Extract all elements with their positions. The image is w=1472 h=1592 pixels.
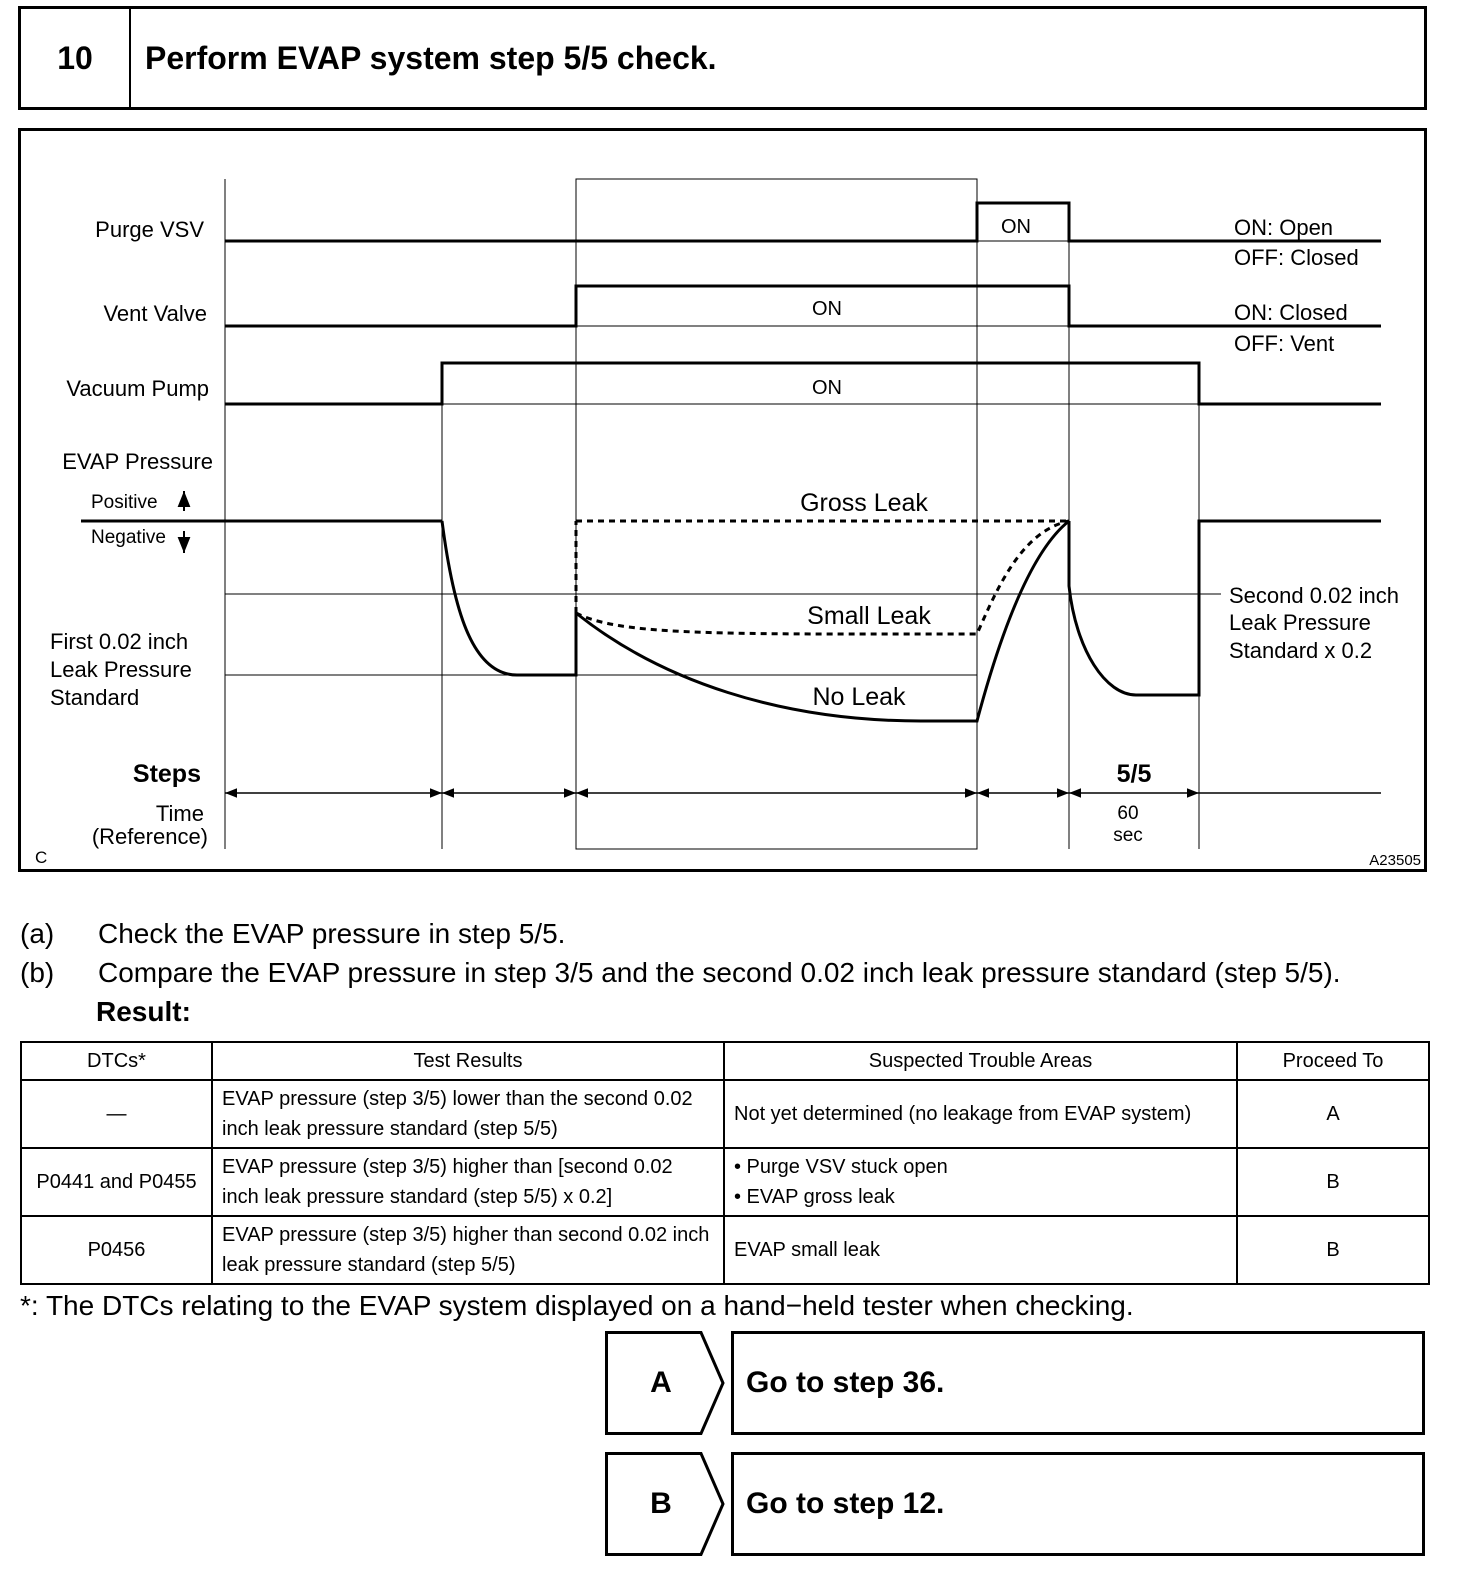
second-standard-label: Standard x 0.2 <box>1229 638 1373 663</box>
vacuum-pump-signal <box>225 363 1381 404</box>
instruction-b <box>20 957 1440 993</box>
dtc-cell: P0441 and P0455 <box>21 1148 212 1216</box>
instruction-a <box>20 918 1440 954</box>
table-header-row <box>21 1042 1429 1080</box>
trouble-area-item: • Purge VSV stuck open <box>734 1156 948 1178</box>
step-title: Perform EVAP system step 5/5 check. <box>145 40 717 76</box>
column-header: Suspected Trouble Areas <box>724 1042 1237 1080</box>
vent-legend: OFF: Vent <box>1234 331 1335 356</box>
outcome-tag: A <box>650 1366 672 1399</box>
dtc-cell: — <box>21 1080 212 1148</box>
trouble-area-cell <box>724 1148 1237 1216</box>
proceed-cell: B <box>1237 1216 1429 1284</box>
corner-code: C <box>35 848 48 867</box>
duration-label: 60 <box>1117 803 1139 824</box>
footnote: *: The DTCs relating to the EVAP system displayed on a hand−held tester when checking. <box>20 1290 1134 1321</box>
signal-label: Purge VSV <box>95 217 204 242</box>
pressure-curve-start <box>442 521 576 675</box>
vent-valve-signal <box>225 286 1381 326</box>
outcome-b <box>605 1452 1429 1560</box>
outcome-action <box>731 1331 1425 1435</box>
purge-vsv-signal <box>225 203 1381 241</box>
on-label: ON <box>812 377 842 399</box>
instruction-label: (a) <box>20 918 55 949</box>
steps-label: Steps <box>132 760 201 788</box>
outcome-action-text: Go to step 36. <box>746 1366 945 1399</box>
signal-label: Vent Valve <box>103 301 207 326</box>
second-standard-label: Second 0.02 inch <box>1229 583 1400 608</box>
purge-legend: ON: Open <box>1234 215 1334 240</box>
signal-label: EVAP Pressure <box>62 449 213 474</box>
timing-diagram <box>18 128 1427 872</box>
column-header: Proceed To <box>1237 1042 1429 1080</box>
first-standard-label: Standard <box>50 685 140 710</box>
time-label: Time <box>155 801 204 826</box>
pressure-curve-end <box>1069 521 1381 695</box>
purge-legend: OFF: Closed <box>1234 245 1359 270</box>
on-label: ON <box>812 298 842 320</box>
duration-label: sec <box>1113 825 1143 846</box>
instruction-label: (b) <box>20 957 55 988</box>
outcome-action <box>731 1452 1425 1556</box>
on-label: ON <box>1001 216 1031 238</box>
results-table <box>20 1041 1430 1285</box>
outcome-action-text: Go to step 12. <box>746 1487 945 1520</box>
first-standard-label: First 0.02 inch <box>50 629 189 654</box>
timing-diagram-svg <box>21 131 1430 875</box>
vent-legend: ON: Closed <box>1234 300 1348 325</box>
trouble-area-item: • EVAP gross leak <box>734 1186 895 1208</box>
table-row <box>21 1216 1429 1284</box>
step-header <box>18 6 1427 110</box>
test-result-cell: EVAP pressure (step 3/5) higher than [second 0.02 inch leak pressure standard (step 5/5) x 0.2] <box>212 1148 724 1216</box>
figure-id: A23505 <box>1369 852 1421 869</box>
column-header: DTCs* <box>21 1042 212 1080</box>
gross-leak-label: Gross Leak <box>800 489 928 517</box>
signal-label: Vacuum Pump <box>66 376 209 401</box>
proceed-cell: B <box>1237 1148 1429 1216</box>
second-standard-label: Leak Pressure <box>1229 610 1371 635</box>
positive-label: Positive <box>91 492 158 513</box>
proceed-cell: A <box>1237 1080 1429 1148</box>
result-label: Result: <box>96 996 191 1027</box>
test-result-cell: EVAP pressure (step 3/5) lower than the second 0.02 inch leak pressure standard (step 5/5) <box>212 1080 724 1148</box>
step-marker: 5/5 <box>1116 760 1152 788</box>
negative-label: Negative <box>91 527 166 548</box>
trouble-area-cell: EVAP small leak <box>724 1216 1237 1284</box>
step-number: 10 <box>21 9 131 107</box>
table-row <box>21 1080 1429 1148</box>
trouble-area-cell: Not yet determined (no leakage from EVAP system) <box>724 1080 1237 1148</box>
time-label: (Reference) <box>91 824 208 849</box>
instruction-text: Check the EVAP pressure in step 5/5. <box>98 918 566 949</box>
no-leak-label: No Leak <box>812 683 906 711</box>
test-result-cell: EVAP pressure (step 3/5) higher than second 0.02 inch leak pressure standard (step 5/5) <box>212 1216 724 1284</box>
first-standard-label: Leak Pressure <box>50 657 192 682</box>
instruction-text: Compare the EVAP pressure in step 3/5 and the second 0.02 inch leak pressure standard (step 5/5). <box>98 957 1341 988</box>
column-header: Test Results <box>212 1042 724 1080</box>
small-leak-label: Small Leak <box>807 602 931 630</box>
outcome-tag: B <box>650 1487 672 1520</box>
outcome-a <box>605 1331 1429 1439</box>
table-row <box>21 1148 1429 1216</box>
dtc-cell: P0456 <box>21 1216 212 1284</box>
